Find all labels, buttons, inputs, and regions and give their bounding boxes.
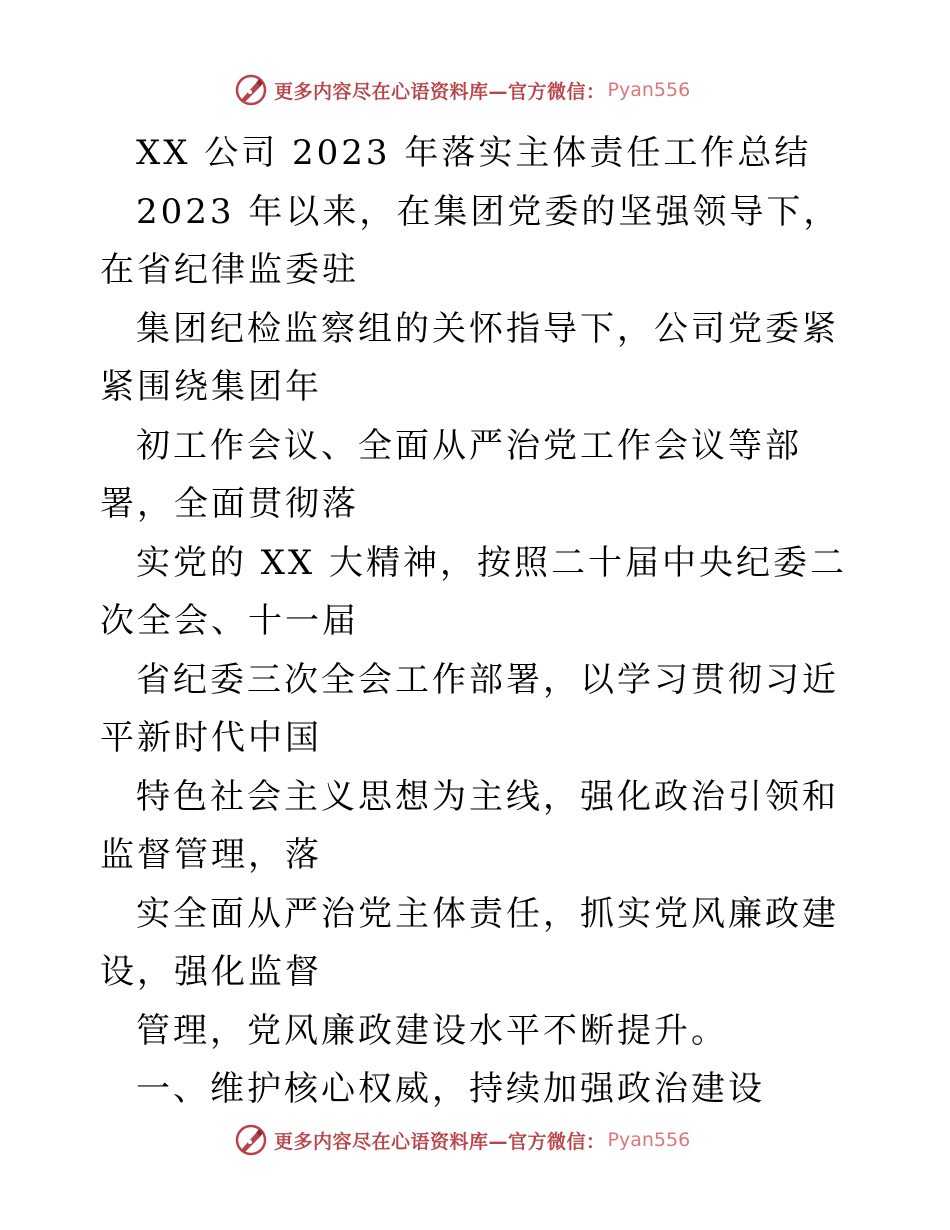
paragraph-line: 省纪委三次全会工作部署，以学习贯彻习近平新时代中国 [100,659,839,758]
paragraph-line: 特色社会主义思想为主线，强化政治引领和监督管理，落 [100,776,839,875]
paragraph-line: 集团纪检监察组的关怀指导下，公司党委紧紧围绕集团年 [100,308,839,407]
paragraph-line: 2023 年以来，在集团党委的坚强领导下，在省纪律监委驻 [100,191,841,290]
paragraph-line: 管理，党风廉政建设水平不断提升。 [136,1010,728,1051]
banner-contact: Pyan556 [607,1129,691,1151]
paragraph-line: 初工作会议、全面从严治党工作会议等部署，全面贯彻落 [100,425,802,524]
document-body [100,124,860,1119]
pen-logo-icon [234,73,268,107]
pen-logo-icon [234,1123,268,1157]
banner-contact: Pyan556 [607,79,691,101]
banner-text: 更多内容尽在心语资料库—官方微信： [274,1130,606,1153]
section-heading: 一、维护核心权威，持续加强政治建设 [136,1069,765,1109]
header-watermark-banner [234,70,754,110]
footer-watermark-banner [234,1120,754,1160]
banner-text: 更多内容尽在心语资料库—官方微信： [274,80,606,103]
paragraph-line: 实党的 XX 大精神，按照二十届中央纪委二次全会、十一届 [100,542,848,641]
document-title: XX 公司 2023 年落实主体责任工作总结 [136,133,812,173]
paragraph-line: 实全面从严治党主体责任，抓实党风廉政建设，强化监督 [100,893,839,992]
